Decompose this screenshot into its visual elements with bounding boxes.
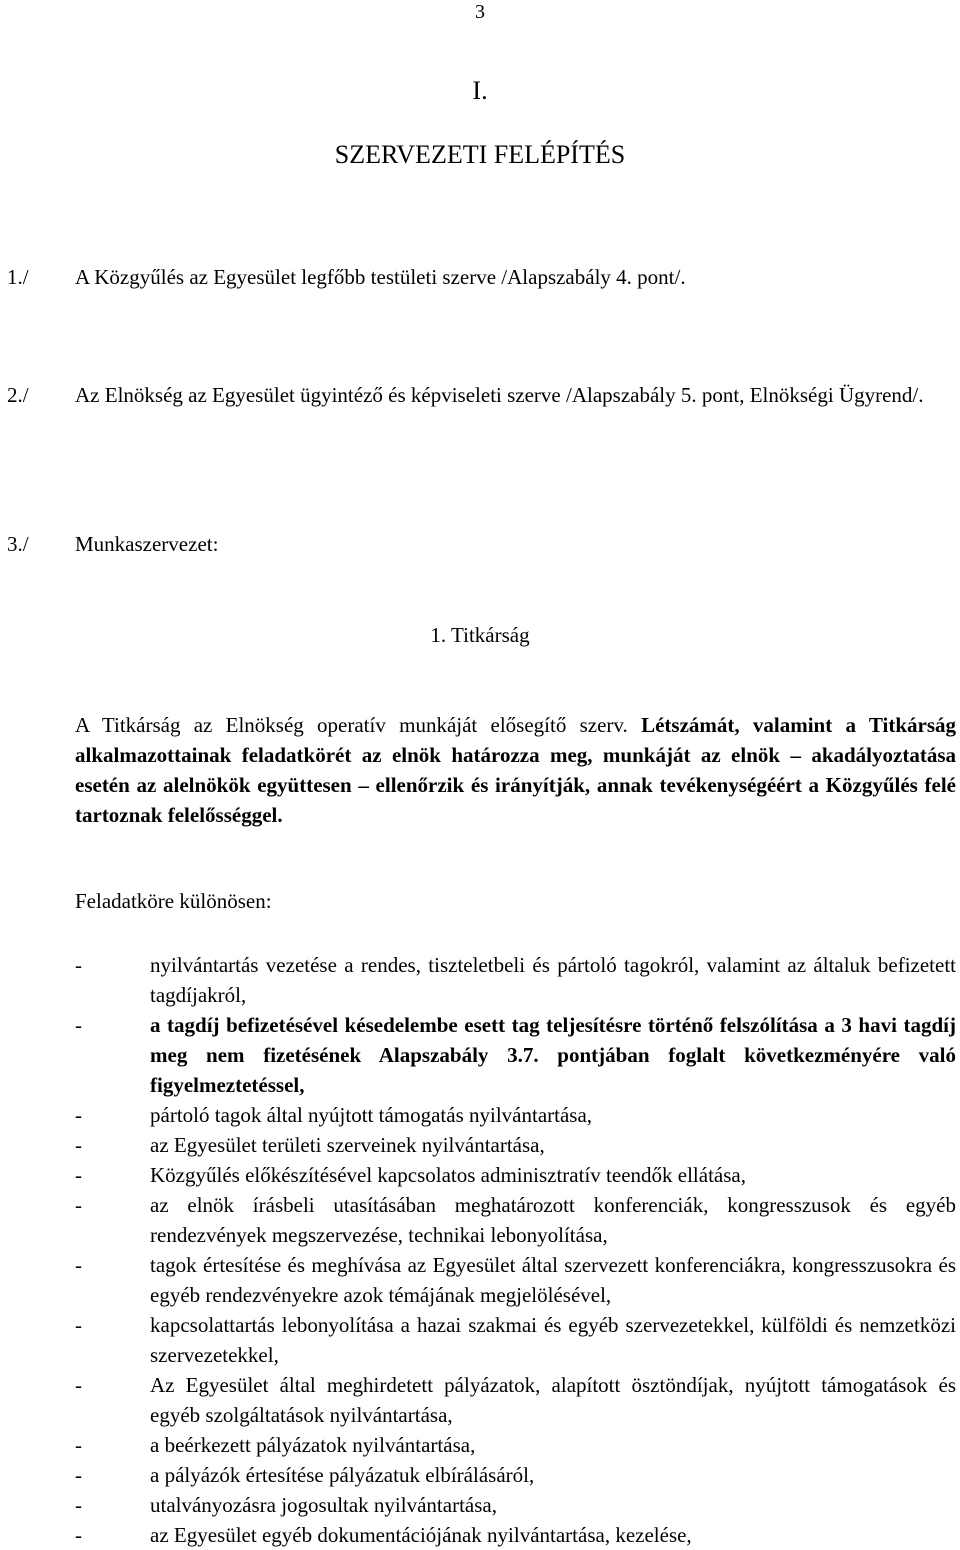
- list-item-text: Az Egyesület által meghirdetett pályázatok, alapított ösztöndíjak, nyújtott támogatások és egyéb szolgáltatások nyilvántartása,: [150, 1373, 956, 1427]
- list-dash: -: [75, 1013, 82, 1037]
- numbered-item-1: [7, 262, 954, 292]
- list-item-text: az Egyesület egyéb dokumentációjának nyilvántartása, kezelése,: [150, 1523, 692, 1547]
- list-item: [75, 1520, 956, 1550]
- list-dash: -: [75, 1373, 82, 1397]
- list-item: [75, 1100, 956, 1130]
- item-text: Munkaszervezet:: [75, 532, 219, 556]
- list-item: [75, 1160, 956, 1190]
- list-dash: -: [75, 1463, 82, 1487]
- list-item-text: az Egyesület területi szerveinek nyilvántartása,: [150, 1133, 545, 1157]
- item-number: 2./: [7, 383, 29, 407]
- list-item: [75, 1490, 956, 1520]
- item-number: 3./: [7, 532, 29, 556]
- item-number: 1./: [7, 265, 29, 289]
- list-item: [75, 1010, 956, 1100]
- list-dash: -: [75, 1103, 82, 1127]
- list-item-text: a pályázók értesítése pályázatuk elbírálásáról,: [150, 1463, 535, 1487]
- list-dash: -: [75, 1433, 82, 1457]
- list-item-text: Közgyűlés előkészítésével kapcsolatos adminisztratív teendők ellátása,: [150, 1163, 746, 1187]
- list-dash: -: [75, 1523, 82, 1547]
- list-item-text: tagok értesítése és meghívása az Egyesület által szervezett konferenciákra, kongresszusokra és egyéb rendezvényekre azok témájának megjelölésével,: [150, 1253, 956, 1307]
- titkarsag-paragraph: [75, 710, 956, 830]
- chapter-title: SZERVEZETI FELÉPÍTÉS: [334, 140, 626, 169]
- list-item: [75, 1310, 956, 1370]
- list-item: [75, 1460, 956, 1490]
- list-dash: -: [75, 1253, 82, 1277]
- list-item-text: nyilvántartás vezetése a rendes, tiszteletbeli és pártoló tagokról, valamint az általuk befizetett tagdíjakról,: [150, 953, 956, 1007]
- list-item-text: kapcsolattartás lebonyolítása a hazai szakmai és egyéb szervezetekkel, külföldi és nemzetközi szervezetekkel,: [150, 1313, 956, 1367]
- paragraph-lead: A Titkárság az Elnökség operatív munkáját elősegítő szerv.: [75, 713, 628, 737]
- section-subheading: 1. Titkárság: [430, 623, 530, 647]
- task-list: [75, 950, 956, 1550]
- tasks-heading: Feladatköre különösen:: [75, 889, 272, 913]
- chapter-number: I.: [472, 76, 488, 105]
- numbered-item-2: [7, 380, 954, 410]
- page-number: 3: [475, 1, 485, 23]
- list-dash: -: [75, 1163, 82, 1187]
- list-item-text: a tagdíj befizetésével késedelembe esett tag teljesítésre történő felszólítása a 3 havi tagdíj meg nem fizetésének Alapszabály 3.7. pontjában foglalt következményére való figyelmeztetéssel,: [150, 1013, 956, 1097]
- list-item: [75, 1430, 956, 1460]
- list-item: [75, 1130, 956, 1160]
- paragraph-rest: Létszámát, valamint a Titkárság alkalmazottainak feladatkörét az elnök határozza meg, munkáját az elnök – akadályoztatása esetén az alelnökök együttesen – ellenőrzik és irányítják, annak tevékenységéért a Közgyűlés felé tartoznak felelősséggel.: [75, 713, 957, 827]
- list-item-text: pártoló tagok által nyújtott támogatás nyilvántartása,: [150, 1103, 593, 1127]
- list-item-text: az elnök írásbeli utasításában meghatározott konferenciák, kongresszusok és egyéb rendezvények megszervezése, technikai lebonyolítása,: [150, 1193, 956, 1247]
- list-dash: -: [75, 1493, 82, 1517]
- list-item: [75, 1250, 956, 1310]
- list-dash: -: [75, 953, 82, 977]
- item-text: Az Elnökség az Egyesület ügyintéző és képviseleti szerve /Alapszabály 5. pont, Elnökségi Ügyrend/.: [75, 383, 924, 407]
- item-text: A Közgyűlés az Egyesület legfőbb testületi szerve /Alapszabály 4. pont/.: [75, 265, 686, 289]
- list-dash: -: [75, 1193, 82, 1217]
- list-dash: -: [75, 1313, 82, 1337]
- list-dash: -: [75, 1133, 82, 1157]
- numbered-item-3: [7, 529, 954, 559]
- list-item: [75, 950, 956, 1010]
- list-item: [75, 1370, 956, 1430]
- list-item-text: utalványozásra jogosultak nyilvántartása,: [150, 1493, 497, 1517]
- list-item: [75, 1190, 956, 1250]
- list-item-text: a beérkezett pályázatok nyilvántartása,: [150, 1433, 476, 1457]
